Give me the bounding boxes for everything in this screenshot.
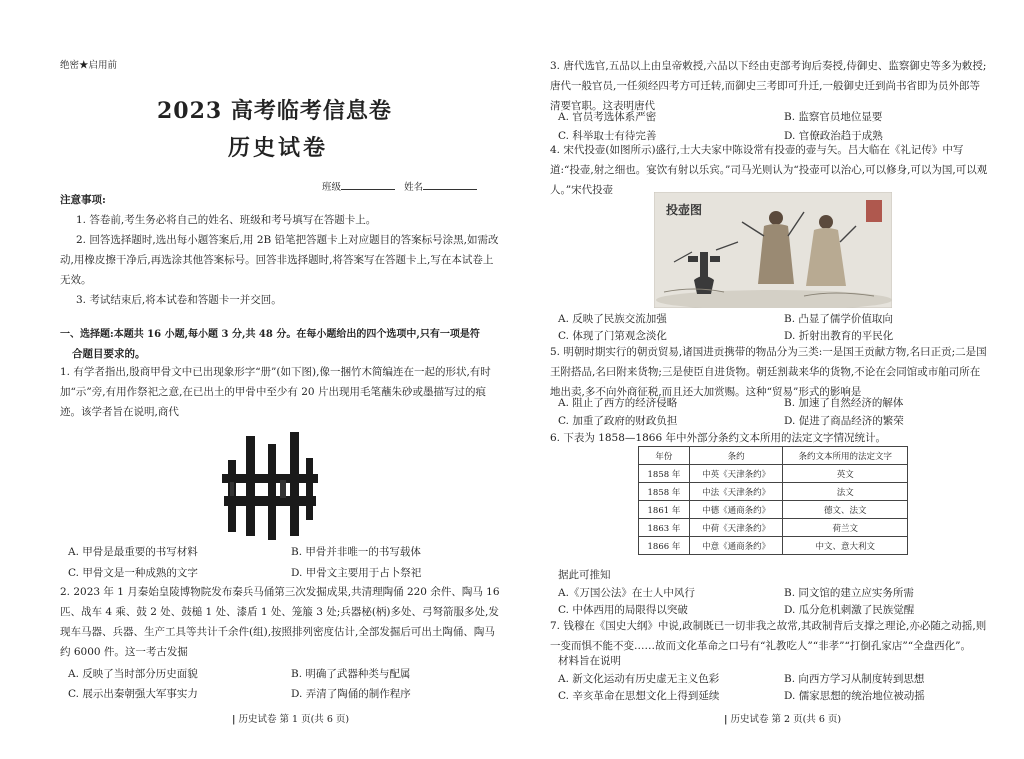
notice-1: 1. 答卷前,考生务必将自己的姓名、班级和考号填写在答题卡上。 xyxy=(76,214,377,226)
q6-option-a[interactable]: A.《万国公法》在士人中风行 xyxy=(558,587,695,599)
q4-option-a[interactable]: A. 反映了民族交流加强 xyxy=(558,313,667,325)
table-cell: 中意《通商条约》 xyxy=(689,537,783,555)
exam-title: 2023 高考临考信息卷 xyxy=(157,98,392,124)
question-1-stem: 1. 有学者指出,殷商甲骨文中已出现象形字“册”(如下图),像一捆竹木简编连在一起的形状,有时加“示”旁,有用作祭祀之意,在已出土的甲骨中至少有 20 片出现用毛笔蘸朱砂或墨描写过的痕迹。该学者旨在说明,商代 xyxy=(60,366,491,418)
painting-caption: 投壶图 xyxy=(666,203,703,217)
question-7-stem: 7. 钱穆在《国史大纲》中说,政制既已一切非我之故常,其政制背后支撑之理论,亦必随之动摇,则一变而惧不能不变……故而文化革命之口号有“礼教吃人”“非孝”“打倒孔家店”“全盘西化”。 xyxy=(550,620,987,652)
table-cell: 德文、法文 xyxy=(783,501,908,519)
q3-option-b[interactable]: B. 监察官员地位显要 xyxy=(784,111,883,123)
notice-3: 3. 考试结束后,将本试卷和答题卡一并交回。 xyxy=(76,294,282,306)
q6-option-c[interactable]: C. 中体西用的局限得以突破 xyxy=(558,604,688,616)
footer-text: 历史试卷 第 2 页(共 6 页) xyxy=(730,714,842,725)
exam-subtitle: 历史试卷 xyxy=(228,135,329,161)
q2-option-d[interactable]: D. 弄清了陶俑的制作程序 xyxy=(291,688,411,700)
q2-option-a[interactable]: A. 反映了当时部分历史面貌 xyxy=(68,668,198,680)
q5-option-b[interactable]: B. 加速了自然经济的解体 xyxy=(784,397,904,409)
name-blank[interactable] xyxy=(423,179,477,190)
question-4-stem: 4. 宋代投壶(如图所示)盛行,士大夫家中陈设常有投壶的壶与矢。吕大临在《礼记传》中写道:“投壶,射之细也。宴饮有射以乐宾。”司马光则认为“投壶可以治心,可以修身,可以为国,可以观人。”宋代投壶 xyxy=(550,144,988,196)
notice-2: 2. 回答选择题时,选出每小题答案后,用 2B 铅笔把答题卡上对应题目的答案标号涂黑,如需改动,用橡皮擦干净后,再选涂其他答案标号。回答非选择题时,将答案写在答题卡上,写在本试卷上无效。 xyxy=(60,234,499,286)
q1-option-b[interactable]: B. 甲骨并非唯一的书写载体 xyxy=(291,546,421,558)
q4-option-c[interactable]: C. 体现了门第观念淡化 xyxy=(558,330,667,342)
table-cell: 中荷《天津条约》 xyxy=(689,519,783,537)
q7-option-b[interactable]: B. 向西方学习从制度转到思想 xyxy=(784,673,925,685)
table-cell: 1866 年 xyxy=(639,537,690,555)
q7-option-d[interactable]: D. 儒家思想的统治地位被动摇 xyxy=(784,690,925,702)
table-header: 条约文本所用的法定文字 xyxy=(783,447,908,465)
q1-option-a[interactable]: A. 甲骨是最重要的书写材料 xyxy=(68,546,198,558)
table-row xyxy=(639,483,908,501)
q2-option-b[interactable]: B. 明确了武器种类与配属 xyxy=(291,668,411,680)
exam-page-2 xyxy=(512,0,1024,759)
q7-option-c[interactable]: C. 辛亥革命在思想文化上得到延续 xyxy=(558,690,720,702)
table-header-row xyxy=(639,447,908,465)
q7-material-prompt: 材料旨在说明 xyxy=(558,655,621,667)
q7-option-a[interactable]: A. 新文化运动有历史虚无主义色彩 xyxy=(558,673,720,685)
table-cell: 1858 年 xyxy=(639,465,690,483)
confidential-mark: 绝密★启用前 xyxy=(60,60,118,71)
footer-text: 历史试卷 第 1 页(共 6 页) xyxy=(238,714,350,725)
q5-option-a[interactable]: A. 阻止了西方的经济侵略 xyxy=(558,397,678,409)
class-label: 班级 xyxy=(322,182,342,193)
exam-page-1 xyxy=(0,0,510,759)
q2-option-c[interactable]: C. 展示出秦朝强大军事实力 xyxy=(68,688,198,700)
q3-option-d[interactable]: D. 官僚政治趋于成熟 xyxy=(784,130,883,142)
question-3-stem: 3. 唐代选官,五品以上由皇帝敕授,六品以下经由吏部考询后奏授,侍御史、监察御史等多为敕授;唐代一般官员,一任须经四考方可迁转,而御史三考即可升迁,一般御史迁到尚书省即为员外郎等清要官职。这表明唐代 xyxy=(550,60,987,112)
table-cell: 英文 xyxy=(783,465,908,483)
q5-option-d[interactable]: D. 促进了商品经济的繁荣 xyxy=(784,415,904,427)
table-cell: 1863 年 xyxy=(639,519,690,537)
table-cell: 1858 年 xyxy=(639,483,690,501)
class-name-line xyxy=(322,179,477,194)
section-heading-line1: 一、选择题:本题共 16 小题,每小题 3 分,共 48 分。在每小题给出的四个选项中,只有一项是符 xyxy=(60,329,480,340)
oracle-bone-glyph-image xyxy=(220,430,320,542)
table-row xyxy=(639,501,908,519)
q1-option-d[interactable]: D. 甲骨文主要用于占卜祭祀 xyxy=(291,567,422,579)
table-cell: 法文 xyxy=(783,483,908,501)
table-row xyxy=(639,465,908,483)
touhu-painting-image xyxy=(654,192,892,308)
table-row xyxy=(639,537,908,555)
q3-option-a[interactable]: A. 官员考选体系严密 xyxy=(558,111,657,123)
notice-heading: 注意事项: xyxy=(60,194,106,206)
q5-option-c[interactable]: C. 加重了政府的财政负担 xyxy=(558,415,678,427)
treaty-table xyxy=(638,446,908,555)
footer-page-2: | 历史试卷 第 2 页(共 6 页) xyxy=(724,714,842,725)
q6-option-d[interactable]: D. 瓜分危机刺激了民族觉醒 xyxy=(784,604,915,616)
table-header: 年份 xyxy=(639,447,690,465)
question-2-stem: 2. 2023 年 1 月秦始皇陵博物院发布秦兵马俑第三次发掘成果,共清理陶俑 220 余件、陶马 16 匹、战车 4 乘、鼓 2 处、鼓槌 1 处、漆盾 1 处、笼箙 3 处;兵器柲(柄)多处、弓弩箭服多处,发现车马器、兵器、生产工具等共计千余件(组),按照排列密度估计,全部发掘后可出土陶俑、陶马约 6000 件。这一考古发掘 xyxy=(60,586,500,658)
table-header: 条约 xyxy=(689,447,783,465)
q4-option-d[interactable]: D. 折射出教育的平民化 xyxy=(784,330,894,342)
q6-inference-prompt: 据此可推知 xyxy=(558,569,611,581)
question-5-stem: 5. 明朝时期实行的朝贡贸易,诸国进贡携带的物品分为三类:一是国王贡献方物,名曰正贡;二是国王附搭品,名曰附来货物;三是使臣自进货物。朝廷割裁来华的货物,不论在会同馆或市舶司所在地出卖,多不向外商征税,而且还大加赏赐。这种“贸易”形式的影响是 xyxy=(550,346,987,398)
table-cell: 中英《天津条约》 xyxy=(689,465,783,483)
section-heading-line2: 合题目要求的。 xyxy=(72,348,146,360)
table-cell: 中德《通商条约》 xyxy=(689,501,783,519)
q6-option-b[interactable]: B. 同文馆的建立应实务所需 xyxy=(784,587,914,599)
class-blank[interactable] xyxy=(341,179,395,190)
question-6-stem: 6. 下表为 1858—1866 年中外部分条约文本所用的法定文字情况统计。 xyxy=(550,432,886,444)
table-cell: 荷兰文 xyxy=(783,519,908,537)
footer-page-1: | 历史试卷 第 1 页(共 6 页) xyxy=(232,714,350,725)
q4-option-b[interactable]: B. 凸显了儒学价值取向 xyxy=(784,313,893,325)
name-label: 姓名 xyxy=(404,182,424,193)
table-cell: 中法《天津条约》 xyxy=(689,483,783,501)
q3-option-c[interactable]: C. 科举取士有待完善 xyxy=(558,130,657,142)
q1-option-c[interactable]: C. 甲骨文是一种成熟的文字 xyxy=(68,567,198,579)
table-cell: 中文、意大利文 xyxy=(783,537,908,555)
table-cell: 1861 年 xyxy=(639,501,690,519)
table-row xyxy=(639,519,908,537)
